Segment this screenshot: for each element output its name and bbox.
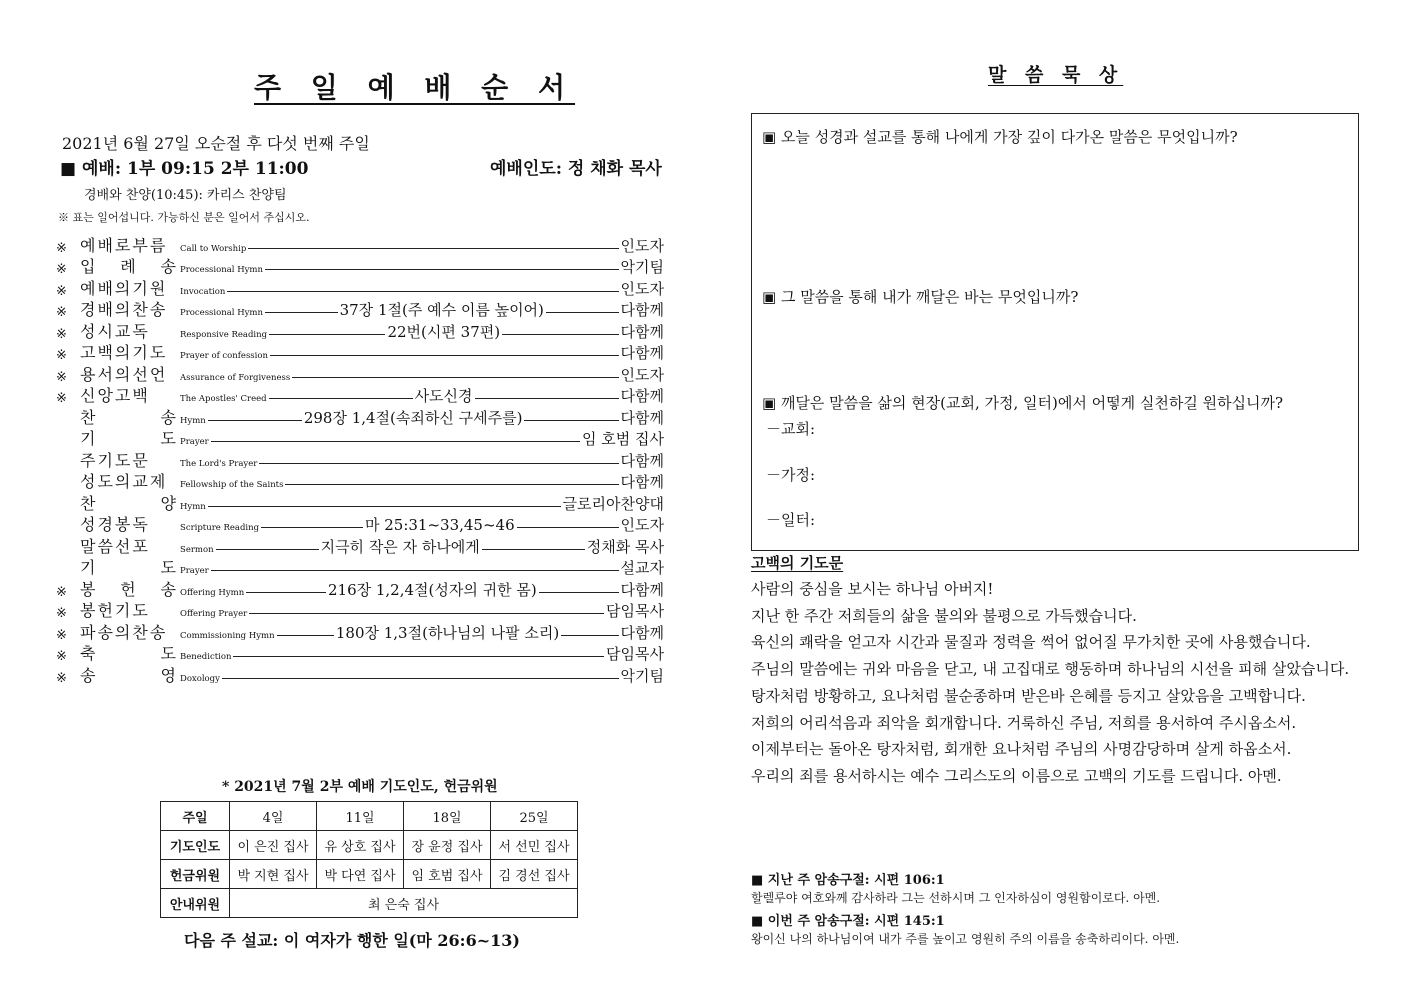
- prayer-line: 저희의 어리석음과 죄악을 회개합니다. 거룩하신 주님, 저희를 용서하여 주시옵소서.: [751, 713, 1297, 732]
- prayer-line: 육신의 쾌락을 얻고자 시간과 물질과 정력을 썩어 없어질 무가치한 곳에 사용했습니다.: [751, 633, 1311, 652]
- order-item-presenter: 다함께: [620, 451, 664, 470]
- last-week-verse-heading: ■ 지난 주 암송구절: 시편 106:1: [751, 873, 945, 888]
- order-row: [56, 406, 664, 428]
- order-item-english: Processional Hymn: [180, 265, 263, 275]
- order-item-english: Fellowship of the Saints: [180, 480, 284, 490]
- question-2: ▣ 그 말씀을 통해 내가 깨달은 바는 무엇입니까?: [762, 288, 1079, 306]
- order-item-korean: 찬 양: [80, 493, 178, 513]
- order-row: [56, 385, 664, 407]
- order-item-korean: 기 도: [80, 558, 178, 577]
- order-item-detail: 사도신경: [414, 387, 473, 405]
- table-cell: 유 상호 집사: [317, 831, 404, 860]
- leader-line: [265, 312, 338, 313]
- prayer-line: 이제부터는 돌아온 탕자처럼, 회개한 요나처럼 주님의 사명감당하며 살게 하옵소서.: [751, 740, 1292, 759]
- leader-line: [269, 398, 413, 399]
- order-item-detail: 180장 1,3절(하나님의 나팔 소리): [335, 623, 560, 642]
- order-item-korean: 입 례 송: [80, 257, 178, 276]
- table-header-cell: 18일: [404, 802, 491, 831]
- home-field: －가정:: [766, 466, 816, 484]
- order-item-presenter: 악기팀: [620, 258, 664, 276]
- order-item-korean: 축 도: [80, 644, 178, 663]
- order-item-presenter: 글로리아찬양대: [562, 494, 664, 513]
- question-3: ▣ 깨달은 말씀을 삶의 현장(교회, 가정, 일터)에서 어떻게 실천하길 원하십니까?: [762, 394, 1284, 412]
- standing-mark: ※: [56, 348, 67, 363]
- order-item-korean: 송 영: [80, 665, 178, 685]
- church-field: －교회:: [766, 420, 816, 438]
- order-item-presenter: 담임목사: [606, 645, 664, 663]
- order-item-presenter: 인도자: [620, 516, 664, 534]
- table-cell: 최 은숙 집사: [230, 889, 578, 918]
- table-row: [161, 889, 578, 918]
- leader-line: [227, 291, 618, 292]
- leader-line: [246, 592, 326, 593]
- order-item-detail: 22번(시편 37편): [387, 322, 501, 341]
- order-row: [56, 621, 664, 643]
- order-item-presenter: 정채화 목사: [586, 537, 665, 556]
- meditation-box: [751, 113, 1359, 551]
- order-item-presenter: 설교자: [620, 559, 664, 577]
- leader-line: [216, 549, 319, 550]
- table-cell: 장 윤정 집사: [404, 831, 491, 860]
- table-cell: 박 지현 집사: [230, 860, 317, 889]
- order-row: [56, 492, 664, 514]
- bulletin-title: 주 일 예 배 순 서: [254, 71, 576, 104]
- row-label: 헌금위원: [161, 860, 230, 889]
- leader-line: [517, 527, 619, 528]
- order-row: [56, 234, 664, 256]
- prayer-line: 탕자처럼 방황하고, 요나처럼 불순종하며 받은바 은혜를 등지고 살았음을 고백합니다.: [751, 686, 1306, 705]
- standing-mark: ※: [56, 262, 67, 277]
- leader-line: [222, 678, 619, 679]
- order-row: [56, 256, 664, 278]
- order-item-korean: 성경봉독: [80, 515, 150, 534]
- order-item-english: The Apostles' Creed: [180, 394, 267, 404]
- prayer-line: 우리의 죄를 용서하시는 예수 그리스도의 이름으로 고백의 기도를 드립니다. 아멘.: [751, 766, 1282, 785]
- order-item-korean: 기 도: [80, 429, 178, 448]
- schedule-title: * 2021년 7월 2부 예배 기도인도, 헌금위원: [222, 779, 498, 795]
- leader-line: [502, 334, 618, 335]
- meditation-title: 말 씀 묵 상: [988, 64, 1124, 86]
- row-label: 기도인도: [161, 831, 230, 860]
- standing-note: ※ 표는 일어섭니다. 가능하신 분은 일어서 주십시오.: [58, 211, 310, 224]
- order-item-presenter: 임 호범 집사: [582, 430, 664, 448]
- order-item-english: Offering Prayer: [180, 609, 248, 619]
- order-item-korean: 예배로부름: [80, 235, 168, 255]
- order-item-english: Offering Hymn: [180, 587, 245, 598]
- leader-line: [208, 506, 561, 507]
- leader-line: [270, 355, 619, 356]
- leader-line: [475, 398, 619, 399]
- order-item-presenter: 다함께: [620, 623, 665, 642]
- order-row: [56, 471, 664, 493]
- order-of-worship: [56, 234, 664, 686]
- order-row: [56, 449, 664, 471]
- table-cell: 김 경선 집사: [491, 860, 578, 889]
- order-item-detail: 마 25:31~33,45~46: [364, 516, 515, 534]
- next-sermon: 다음 주 설교: 이 여자가 행한 일(마 26:6~13): [184, 931, 520, 950]
- order-item-detail: 지극히 작은 자 하나에게: [320, 537, 480, 556]
- order-row: [56, 535, 664, 557]
- standing-mark: ※: [56, 240, 67, 256]
- order-item-korean: 성시교독: [80, 321, 150, 341]
- standing-mark: ※: [56, 283, 67, 299]
- table-row: [161, 831, 578, 860]
- leader-line: [539, 592, 619, 593]
- order-item-presenter: 다함께: [620, 344, 664, 362]
- leader-line: [208, 420, 302, 421]
- order-row: [56, 600, 664, 622]
- table-header-cell: 주일: [161, 802, 230, 831]
- date-line: 2021년 6월 27일 오순절 후 다섯 번째 주일: [62, 134, 370, 153]
- table-row: [161, 802, 578, 831]
- leader-line: [248, 248, 618, 249]
- standing-mark: ※: [56, 606, 67, 621]
- row-label: 안내위원: [161, 889, 230, 918]
- order-item-presenter: 인도자: [620, 236, 664, 255]
- this-week-verse-heading: ■ 이번 주 암송구절: 시편 145:1: [751, 914, 945, 929]
- order-row: [56, 363, 664, 385]
- order-item-presenter: 다함께: [620, 473, 664, 491]
- order-item-korean: 고백의기도: [80, 343, 168, 362]
- order-item-presenter: 악기팀: [620, 666, 664, 685]
- order-item-english: Commissioning Hymn: [180, 630, 275, 641]
- praise-line: 경배와 찬양(10:45): 카리스 찬양팀: [84, 188, 287, 203]
- order-item-english: Prayer of confession: [180, 351, 268, 361]
- order-row: [56, 342, 664, 364]
- standing-mark: ※: [56, 326, 67, 342]
- order-row: [56, 664, 664, 686]
- leader-line: [259, 463, 618, 464]
- question-1: ▣ 오늘 성경과 설교를 통해 나에게 가장 깊이 다가온 말씀은 무엇입니까?: [762, 128, 1238, 146]
- prayer-line: 지난 한 주간 저희들의 삶을 불의와 불평으로 가득했습니다.: [751, 606, 1137, 625]
- standing-mark: ※: [56, 305, 67, 320]
- order-item-korean: 찬 송: [80, 407, 178, 427]
- order-row: [56, 578, 664, 600]
- order-row: [56, 643, 664, 665]
- order-item-english: Responsive Reading: [180, 329, 268, 340]
- table-cell: 임 호범 집사: [404, 860, 491, 889]
- table-cell: 서 선민 집사: [491, 831, 578, 860]
- order-item-english: Assurance of Forgiveness: [180, 372, 291, 383]
- order-item-presenter: 다함께: [620, 580, 664, 599]
- leader-line: [292, 377, 618, 378]
- order-item-presenter: 다함께: [620, 301, 665, 319]
- leader-line: [524, 420, 618, 421]
- order-row: [56, 299, 664, 321]
- order-item-detail: 216장 1,2,4절(성자의 귀한 몸): [327, 580, 537, 599]
- order-item-english: Hymn: [180, 501, 206, 512]
- order-item-korean: 용서의선언: [80, 364, 168, 384]
- order-item-english: Doxology: [180, 673, 220, 684]
- confession-title: 고백의 기도문: [751, 554, 844, 572]
- leader-line: [482, 549, 585, 550]
- worship-leader: 예배인도: 정 채화 목사: [490, 159, 662, 179]
- order-item-english: Invocation: [180, 286, 226, 297]
- leader-line: [211, 441, 580, 442]
- standing-mark: ※: [56, 649, 67, 664]
- prayer-line: 주님의 말씀에는 귀와 마음을 닫고, 내 고집대로 행동하며 하나님의 시선을 피해 살았습니다.: [751, 660, 1350, 679]
- this-week-verse-text: 왕이신 나의 하나님이여 내가 주를 높이고 영원히 주의 이름을 송축하리이다. 아멘.: [751, 932, 1180, 946]
- table-header-cell: 25일: [491, 802, 578, 831]
- order-item-presenter: 인도자: [620, 365, 664, 384]
- service-times: ■ 예배: 1부 09:15 2부 11:00: [60, 159, 309, 179]
- standing-mark: ※: [56, 584, 67, 600]
- order-row: [56, 514, 664, 536]
- leader-line: [265, 269, 619, 270]
- standing-mark: ※: [56, 391, 67, 406]
- table-header-cell: 4일: [230, 802, 317, 831]
- order-item-korean: 파송의찬송: [80, 622, 168, 642]
- prayer-line: 사람의 중심을 보시는 하나님 아버지!: [751, 580, 994, 598]
- order-row: [56, 428, 664, 450]
- standing-mark: ※: [56, 369, 67, 385]
- leader-line: [269, 334, 385, 335]
- leader-line: [261, 527, 363, 528]
- order-item-english: Processional Hymn: [180, 308, 263, 318]
- order-item-presenter: 담임목사: [606, 602, 664, 620]
- order-item-english: Prayer: [180, 566, 209, 576]
- work-field: －일터:: [766, 511, 816, 529]
- table-cell: 박 다연 집사: [317, 860, 404, 889]
- leader-line: [546, 312, 619, 313]
- order-item-english: Prayer: [180, 437, 209, 447]
- confession-prayer: [751, 576, 1371, 790]
- order-item-korean: 경배의찬송: [80, 300, 168, 319]
- leader-line: [285, 484, 618, 485]
- schedule-table: [160, 801, 578, 918]
- order-item-english: Scripture Reading: [180, 523, 260, 533]
- table-cell: 이 은진 집사: [230, 831, 317, 860]
- order-item-presenter: 다함께: [620, 322, 665, 341]
- leader-line: [233, 656, 604, 657]
- order-row: [56, 277, 664, 299]
- table-header-cell: 11일: [317, 802, 404, 831]
- order-item-korean: 봉 헌 송: [80, 579, 178, 599]
- order-item-korean: 성도의교제: [80, 472, 168, 491]
- leader-line: [561, 635, 618, 636]
- order-item-english: Benediction: [180, 652, 232, 662]
- order-item-presenter: 다함께: [620, 387, 664, 405]
- order-item-korean: 신앙고백: [80, 386, 150, 405]
- order-item-korean: 봉헌기도: [80, 601, 150, 620]
- last-week-verse-text: 할렐루야 여호와께 감사하라 그는 선하시며 그 인자하심이 영원함이로다. 아멘.: [751, 891, 1161, 905]
- order-item-korean: 예배의기원: [80, 278, 168, 298]
- order-item-english: The Lord's Prayer: [180, 458, 258, 469]
- order-item-english: Sermon: [180, 544, 214, 555]
- standing-mark: ※: [56, 670, 67, 686]
- order-item-korean: 주기도문: [80, 450, 150, 470]
- order-row: [56, 557, 664, 579]
- order-item-english: Call to Worship: [180, 243, 247, 254]
- order-item-detail: 37장 1절(주 예수 이름 높이어): [339, 301, 544, 319]
- table-row: [161, 860, 578, 889]
- order-row: [56, 320, 664, 342]
- order-item-presenter: 인도자: [620, 279, 664, 298]
- leader-line: [277, 635, 334, 636]
- leader-line: [211, 570, 619, 571]
- order-item-english: Hymn: [180, 415, 206, 426]
- order-item-detail: 298장 1,4절(속죄하신 구세주를): [303, 408, 523, 427]
- order-item-korean: 말씀선포: [80, 536, 150, 556]
- leader-line: [249, 613, 604, 614]
- standing-mark: ※: [56, 627, 67, 643]
- order-item-presenter: 다함께: [620, 408, 664, 427]
